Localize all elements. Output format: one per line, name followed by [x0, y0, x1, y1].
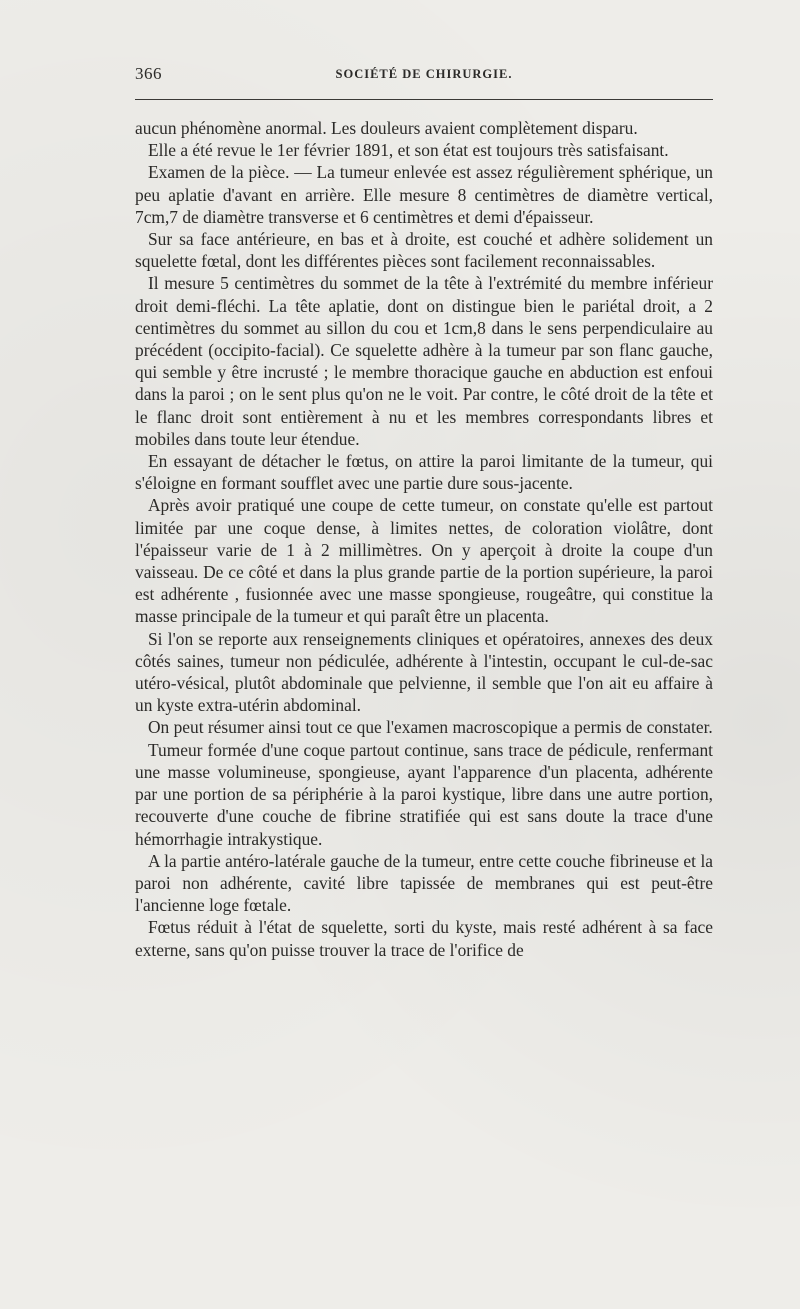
- page-header: [135, 64, 713, 88]
- paragraph: Si l'on se reporte aux renseignements cliniques et opératoires, annexes des deux côtés saines, tumeur non pédiculée, adhérente à l'intestin, occupant le cul-de-sac utéro-vésical, plutôt abdominale que pelvienne, il semble que l'on ait eu affaire à un kyste extra-utérin abdominal.: [135, 628, 713, 716]
- paragraph: aucun phénomène anormal. Les douleurs avaient complètement disparu.: [135, 118, 638, 138]
- running-title: SOCIÉTÉ DE CHIRURGIE.: [335, 67, 513, 81]
- body-text: [135, 117, 713, 961]
- paragraph: En essayant de détacher le fœtus, on attire la paroi limitante de la tumeur, qui s'éloigne en formant soufflet avec une partie dure sous-jacente.: [135, 451, 713, 494]
- paragraph: Après avoir pratiqué une coupe de cette tumeur, on constate qu'elle est partout limitée par une coque dense, à limites nettes, de coloration violâtre, dont l'épaisseur varie de 1 à 2 millimètres. On y aperçoit à droite la coupe d'un vaisseau. De ce côté et dans la plus grande partie de la portion supérieure, la paroi est adhérente , fusionnée avec une masse spongieuse, rougeâtre, qui constitue la masse principale de la tumeur et qui paraît être un placenta.: [135, 495, 713, 627]
- paragraph: Examen de la pièce. — La tumeur enlevée est assez régulièrement sphérique, un peu aplatie d'avant en arrière. Elle mesure 8 centimètres de diamètre vertical, 7cm,7 de diamètre transverse et 6 centimètres et demi d'épaisseur.: [135, 162, 713, 227]
- paragraph: Elle a été revue le 1er février 1891, et son état est toujours très satisfaisant.: [148, 140, 669, 161]
- header-rule: [135, 99, 713, 100]
- paragraph: On peut résumer ainsi tout ce que l'examen macroscopique a permis de constater.: [148, 717, 713, 738]
- paragraph: Tumeur formée d'une coque partout continue, sans trace de pédicule, renfermant une masse volumineuse, spongieuse, ayant l'apparence d'un placenta, adhérente par une portion de sa périphérie à la paroi kystique, libre dans une autre portion, recouverte d'une couche de fibrine stratifiée qui est sans doute la trace d'une hémorrhagie intrakystique.: [135, 739, 713, 849]
- paragraph: Fœtus réduit à l'état de squelette, sorti du kyste, mais resté adhérent à sa face externe, sans qu'on puisse trouver la trace de l'orifice de: [135, 917, 713, 960]
- page-number: 366: [135, 64, 162, 83]
- paragraph: Il mesure 5 centimètres du sommet de la tête à l'extrémité du membre inférieur droit demi-fléchi. La tête aplatie, dont on distingue bien le pariétal droit, a 2 centimètres du sommet au sillon du cou et 1cm,8 dans le sens perpendiculaire au précédent (occipito-facial). Ce squelette adhère à la tumeur par son flanc gauche, qui semble y être incrusté ; le membre thoracique gauche en abduction est enfoui dans la paroi ; on le sent plus qu'on ne le voit. Par contre, le côté droit de la tête et le flanc droit sont entièrement à nu et les membres correspondants libres et mobiles dans toute leur étendue.: [135, 273, 713, 449]
- paragraph: Sur sa face antérieure, en bas et à droite, est couché et adhère solidement un squelette fœtal, dont les différentes pièces sont facilement reconnaissables.: [135, 229, 713, 272]
- paragraph: A la partie antéro-latérale gauche de la tumeur, entre cette couche fibrineuse et la paroi non adhérente, cavité libre tapissée de membranes qui est peut-être l'ancienne loge fœtale.: [135, 850, 713, 916]
